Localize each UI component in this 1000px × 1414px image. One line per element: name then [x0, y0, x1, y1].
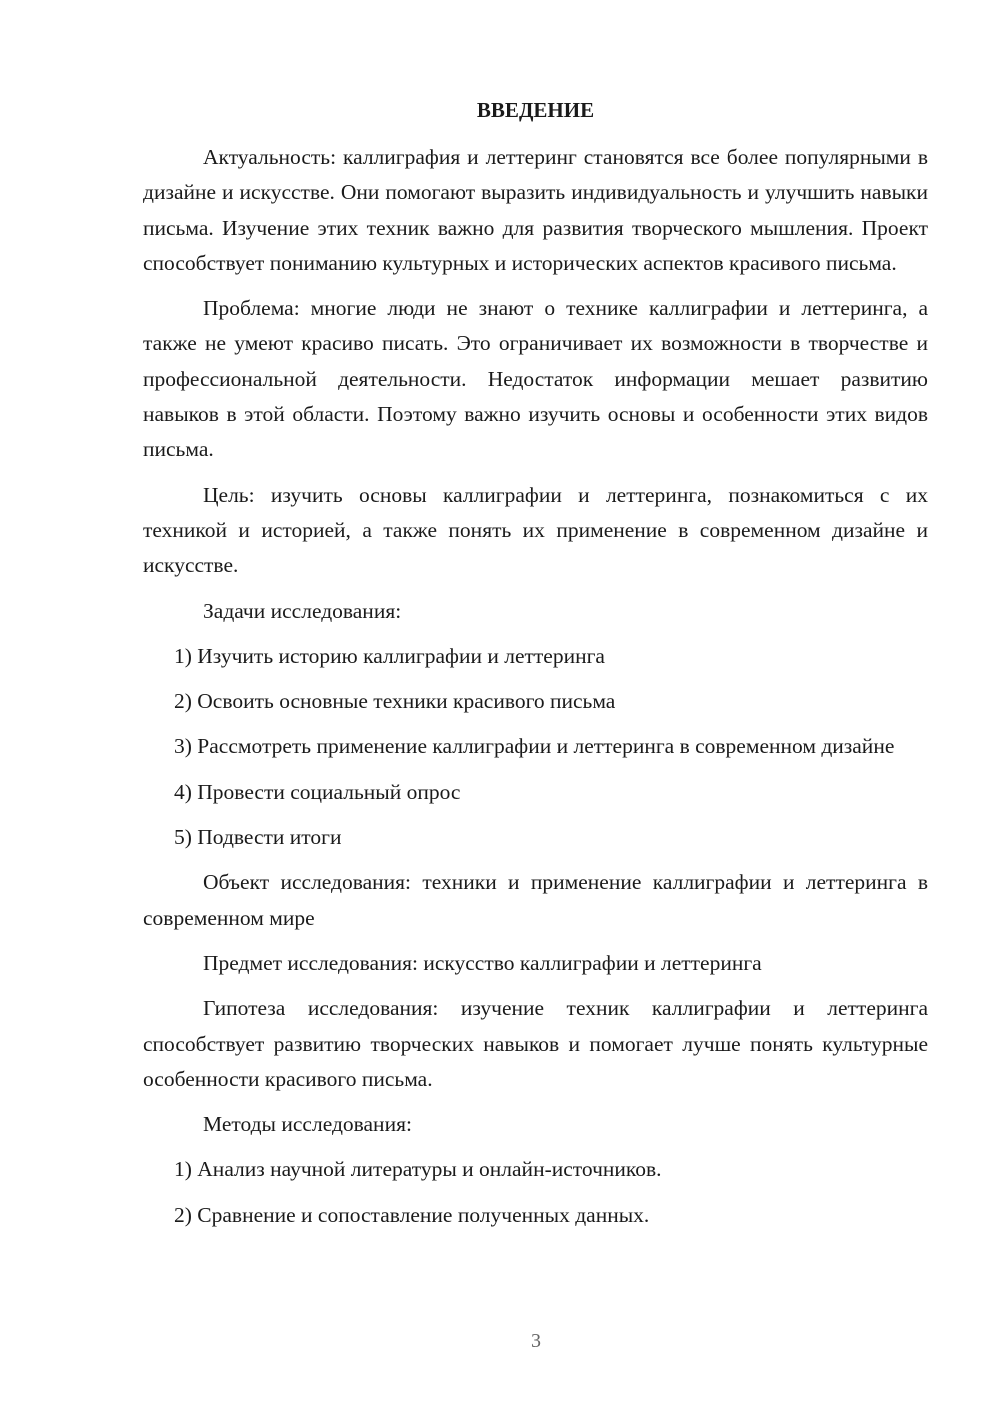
method-item-2: 2) Сравнение и сопоставление полученных данных.: [174, 1202, 650, 1227]
page-number: 3: [531, 1330, 541, 1352]
page-title: ВВЕДЕНИЕ: [476, 98, 595, 122]
methods-title: Методы исследования:: [203, 1112, 412, 1137]
method-item-1: 1) Анализ научной литературы и онлайн-источников.: [174, 1157, 662, 1182]
task-item-2: 2) Освоить основные техники красивого письма: [174, 689, 616, 714]
task-item-3: 3) Рассмотреть применение каллиграфии и леттеринга в современном дизайне: [174, 734, 895, 759]
document-page: [143, 96, 928, 1243]
problem-paragraph: Проблема: многие люди не знают о технике каллиграфии и леттеринга, а также не умеют красиво писать. Это ограничивает их возможности в творчестве и профессиональной деятельности. Недостаток информации мешает развитию навыков в этой области. Поэтому важно изучить основы и особенности этих видов письма.: [143, 296, 928, 462]
methods-list: [143, 1152, 928, 1233]
task-item-1: 1) Изучить историю каллиграфии и леттеринга: [174, 643, 605, 668]
task-item-5: 5) Подвести итоги: [174, 825, 342, 850]
hypothesis-paragraph: Гипотеза исследования: изучение техник каллиграфии и леттеринга способствует развитию творческих навыков и помогает лучше понять культурные особенности красивого письма.: [143, 996, 928, 1091]
task-item-4: 4) Провести социальный опрос: [174, 779, 461, 804]
subject-paragraph: Предмет исследования: искусство каллиграфии и леттеринга: [203, 950, 762, 975]
tasks-list: [143, 639, 928, 855]
goal-paragraph: Цель: изучить основы каллиграфии и леттеринга, познакомиться с их техникой и историей, а также понять их применение в современном дизайне и искусстве.: [143, 482, 928, 578]
relevance-paragraph: Актуальность: каллиграфия и леттеринг становятся все более популярными в дизайне и искусстве. Они помогают выразить индивидуальность и улучшить навыки письма. Изучение этих техник важно для развития творческого мышления. Проект способствует пониманию культурных и исторических аспектов красивого письма.: [143, 145, 928, 275]
object-paragraph: Объект исследования: техники и применение каллиграфии и леттеринга в современном мире: [143, 870, 928, 930]
tasks-title: Задачи исследования:: [203, 598, 402, 623]
